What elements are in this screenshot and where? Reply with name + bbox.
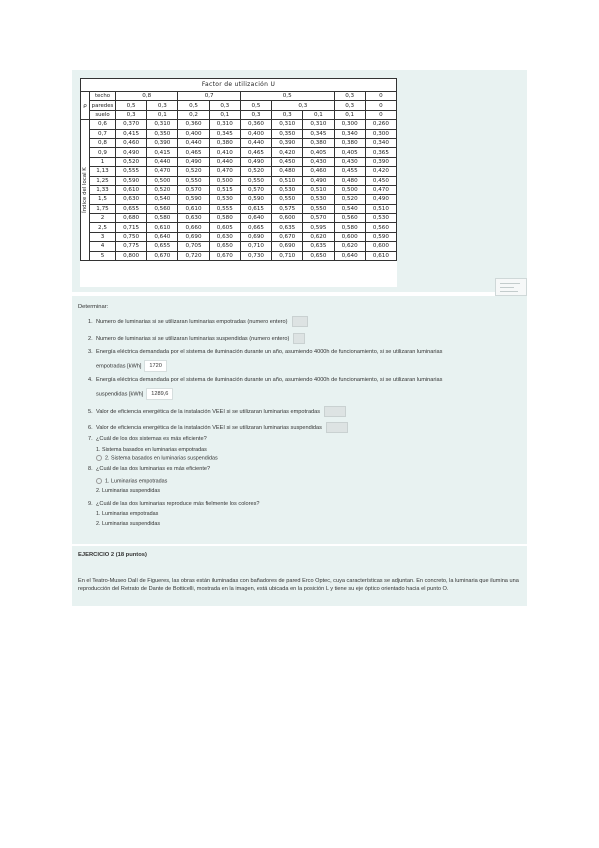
u-value-cell: 0,490 [240, 157, 271, 166]
question-number: 9. [88, 501, 93, 507]
u-value-cell: 0,345 [303, 129, 334, 138]
u-value-cell: 0,310 [209, 120, 240, 129]
u-value-cell: 0,540 [147, 195, 178, 204]
u-value-cell: 0,570 [303, 214, 334, 223]
suelo-value: 0,1 [209, 110, 240, 119]
techo-value: 0,3 [334, 92, 365, 101]
u-value-cell: 0,490 [303, 176, 334, 185]
u-value-cell: 0,660 [178, 223, 209, 232]
u-value-cell: 0,715 [116, 223, 147, 232]
option-label: 1. Sistema basados en luminarias empotradas [96, 447, 207, 453]
table-row [81, 223, 397, 232]
table-row [81, 242, 397, 251]
question-text: ¿Cuál de las dos luminarias reproduce más fielmente los colores? [96, 501, 260, 507]
u-value-cell: 0,340 [334, 129, 365, 138]
u-value-cell: 0,610 [147, 223, 178, 232]
u-value-cell: 0,310 [147, 120, 178, 129]
answer-input[interactable]: 1289,6 [146, 388, 173, 400]
u-value-cell: 0,440 [178, 138, 209, 147]
u-value-cell: 0,800 [116, 251, 147, 260]
paredes-value: 0,5 [116, 101, 147, 110]
u-value-cell: 0,470 [147, 167, 178, 176]
option-label: 2. Luminarias suspendidas [96, 521, 161, 527]
u-value-cell: 0,450 [365, 176, 396, 185]
question-text: Energía eléctrica demandada por el sistema de iluminación durante un año, asumiendo 4000h de funcionamiento, si se utilizaran luminarias [96, 377, 443, 383]
k-value: 3 [90, 232, 116, 241]
u-value-cell: 0,520 [240, 167, 271, 176]
k-value: 4 [90, 242, 116, 251]
u-value-cell: 0,555 [116, 167, 147, 176]
u-value-cell: 0,590 [365, 232, 396, 241]
exercise2-title: EJERCICIO 2 (18 puntos) [78, 552, 147, 558]
u-value-cell: 0,420 [365, 167, 396, 176]
table-row [81, 251, 397, 260]
question-text: Numero de luminarias si se utilizaran luminarias empotradas (numero entero) [96, 318, 288, 325]
u-value-cell: 0,550 [272, 195, 303, 204]
table-row [81, 157, 397, 166]
image-thumbnail[interactable] [495, 278, 527, 296]
u-value-cell: 0,605 [209, 223, 240, 232]
u-value-cell: 0,600 [334, 232, 365, 241]
u-value-cell: 0,360 [240, 120, 271, 129]
u-value-cell: 0,590 [116, 176, 147, 185]
u-value-cell: 0,520 [116, 157, 147, 166]
u-value-cell: 0,705 [178, 242, 209, 251]
suelo-value: 0,1 [147, 110, 178, 119]
row-label-suelo: suelo [90, 110, 116, 119]
u-value-cell: 0,300 [334, 120, 365, 129]
question-number: 4. [88, 377, 93, 383]
u-value-cell: 0,405 [334, 148, 365, 157]
u-value-cell: 0,580 [147, 214, 178, 223]
row-label-paredes: paredes [90, 101, 116, 110]
u-value-cell: 0,655 [116, 204, 147, 213]
question-1 [88, 316, 518, 327]
option-label: 1. Luminarias empotradas [96, 511, 159, 517]
paredes-value: 0,3 [209, 101, 240, 110]
u-value-cell: 0,260 [365, 120, 396, 129]
u-value-cell: 0,300 [365, 129, 396, 138]
k-value: 2,5 [90, 223, 116, 232]
u-value-cell: 0,500 [209, 176, 240, 185]
answer-option[interactable] [96, 488, 160, 495]
u-value-cell: 0,600 [272, 214, 303, 223]
suelo-value: 0,3 [272, 110, 303, 119]
u-value-cell: 0,560 [147, 204, 178, 213]
question-3 [88, 348, 518, 356]
table-row [81, 204, 397, 213]
u-value-cell: 0,465 [178, 148, 209, 157]
u-value-cell: 0,380 [334, 138, 365, 147]
questions-panel [72, 296, 527, 544]
techo-value: 0,8 [116, 92, 178, 101]
u-value-cell: 0,510 [365, 204, 396, 213]
u-value-cell: 0,550 [178, 176, 209, 185]
question-9 [88, 500, 518, 508]
u-value-cell: 0,440 [147, 157, 178, 166]
u-value-cell: 0,405 [303, 148, 334, 157]
u-value-cell: 0,620 [303, 232, 334, 241]
table-row [81, 195, 397, 204]
answer-option[interactable] [96, 478, 167, 485]
questions-title: Determinar: [78, 304, 109, 310]
u-value-cell: 0,350 [147, 129, 178, 138]
u-value-cell: 0,470 [365, 185, 396, 194]
u-value-cell: 0,640 [240, 214, 271, 223]
u-value-cell: 0,560 [365, 223, 396, 232]
exercise2-text: En el Teatro-Museo Dalí de Figueres, las obras están iluminadas con bañadores de pared Erco Optec, cuya características se adjuntan. En concreto, la luminaria que ilumina una reproducción del Retrato de Dante de Botticelli, mostrada en la imagen, está ubicada en la posición L y tiene su eje óptico orientado hacia el punto O. [78, 578, 519, 592]
k-value: 2 [90, 214, 116, 223]
techo-value: 0 [365, 92, 396, 101]
table-title: Factor de utilización U [81, 79, 397, 92]
answer-option[interactable] [96, 521, 160, 528]
question-text: Numero de luminarias si se utilizaran luminarias suspendidas (numero entero) [96, 335, 290, 342]
u-value-cell: 0,370 [116, 120, 147, 129]
u-value-cell: 0,430 [334, 157, 365, 166]
u-value-cell: 0,530 [209, 195, 240, 204]
u-value-cell: 0,650 [303, 251, 334, 260]
u-value-cell: 0,490 [178, 157, 209, 166]
u-value-cell: 0,750 [116, 232, 147, 241]
u-value-cell: 0,630 [178, 214, 209, 223]
u-value-cell: 0,500 [334, 185, 365, 194]
answer-input[interactable] [326, 422, 348, 433]
techo-value: 0,5 [240, 92, 334, 101]
u-value-cell: 0,510 [272, 176, 303, 185]
exercise2-panel [72, 546, 527, 606]
question-2 [88, 333, 518, 344]
u-value-cell: 0,310 [303, 120, 334, 129]
u-value-cell: 0,380 [303, 138, 334, 147]
question-7 [88, 435, 518, 443]
u-value-cell: 0,490 [116, 148, 147, 157]
u-value-cell: 0,500 [147, 176, 178, 185]
u-value-cell: 0,365 [365, 148, 396, 157]
k-value: 0,8 [90, 138, 116, 147]
table-row [81, 129, 397, 138]
u-value-cell: 0,455 [334, 167, 365, 176]
suelo-value: 0,3 [240, 110, 271, 119]
u-value-cell: 0,345 [209, 129, 240, 138]
u-value-cell: 0,630 [209, 232, 240, 241]
u-value-cell: 0,775 [116, 242, 147, 251]
u-value-cell: 0,480 [272, 167, 303, 176]
u-value-cell: 0,350 [272, 129, 303, 138]
u-value-cell: 0,640 [334, 251, 365, 260]
paredes-value: 0,5 [178, 101, 209, 110]
u-value-cell: 0,450 [272, 157, 303, 166]
u-value-cell: 0,390 [272, 138, 303, 147]
u-value-cell: 0,390 [365, 157, 396, 166]
u-value-cell: 0,310 [272, 120, 303, 129]
k-index-label: Índice del local K [82, 167, 88, 213]
u-value-cell: 0,340 [365, 138, 396, 147]
u-value-cell: 0,635 [272, 223, 303, 232]
u-value-cell: 0,710 [272, 251, 303, 260]
option-label: 2. Luminarias suspendidas [96, 488, 161, 494]
question-3-answer-line [88, 360, 526, 372]
answer-input[interactable] [293, 333, 305, 344]
paredes-value: 0,3 [334, 101, 365, 110]
question-text: ¿Cuál de los dos sistemas es más eficiente? [96, 436, 207, 442]
question-4-answer-line [88, 388, 526, 400]
u-value-cell: 0,670 [209, 251, 240, 260]
k-value: 5 [90, 251, 116, 260]
u-value-cell: 0,510 [303, 185, 334, 194]
u-value-cell: 0,400 [178, 129, 209, 138]
u-value-cell: 0,440 [240, 138, 271, 147]
u-value-cell: 0,540 [334, 204, 365, 213]
table-row [81, 167, 397, 176]
k-value: 1,5 [90, 195, 116, 204]
u-value-cell: 0,590 [240, 195, 271, 204]
question-text: Valor de eficiencia energética de la instalación VEEI si se utilizaran luminarias suspendidas [96, 424, 322, 431]
question-text: Energía eléctrica demandada por el sistema de iluminación durante un año, asumiendo 4000h de funcionamiento, si se utilizaran luminarias [96, 349, 443, 355]
u-value-cell: 0,670 [272, 232, 303, 241]
k-value: 1,75 [90, 204, 116, 213]
u-value-cell: 0,610 [116, 185, 147, 194]
u-value-cell: 0,720 [178, 251, 209, 260]
u-value-cell: 0,520 [178, 167, 209, 176]
answer-option[interactable] [96, 511, 158, 518]
question-4 [88, 376, 518, 384]
question-number: 1. [88, 318, 93, 325]
table-row [81, 120, 397, 129]
u-value-cell: 0,650 [209, 242, 240, 251]
u-value-cell: 0,490 [365, 195, 396, 204]
utilization-factor-table [80, 78, 397, 261]
question-number: 8. [88, 466, 93, 472]
u-value-cell: 0,590 [178, 195, 209, 204]
u-value-cell: 0,690 [240, 232, 271, 241]
u-value-cell: 0,530 [303, 195, 334, 204]
u-value-cell: 0,580 [209, 214, 240, 223]
answer-input[interactable]: 1720 [144, 360, 166, 372]
u-value-cell: 0,690 [272, 242, 303, 251]
u-value-cell: 0,690 [178, 232, 209, 241]
question-text-cont: suspendidas [kWh] [96, 391, 144, 398]
u-value-cell: 0,580 [334, 223, 365, 232]
u-value-cell: 0,520 [147, 185, 178, 194]
table-row [81, 214, 397, 223]
question-number: 2. [88, 335, 93, 342]
question-text: ¿Cuál de las dos luminarias es más eficiente? [96, 466, 211, 472]
u-value-cell: 0,555 [209, 204, 240, 213]
u-value-cell: 0,530 [365, 214, 396, 223]
paredes-value: 0 [365, 101, 396, 110]
suelo-value: 0,3 [116, 110, 147, 119]
question-text-cont: empotradas [kWh] [96, 363, 142, 370]
k-value: 0,9 [90, 148, 116, 157]
u-value-cell: 0,610 [178, 204, 209, 213]
u-value-cell: 0,430 [303, 157, 334, 166]
question-number: 3. [88, 349, 93, 355]
u-value-cell: 0,415 [116, 129, 147, 138]
u-value-cell: 0,380 [209, 138, 240, 147]
paredes-value: 0,3 [147, 101, 178, 110]
row-label-techo: techo [90, 92, 116, 101]
u-value-cell: 0,530 [272, 185, 303, 194]
k-value: 1,13 [90, 167, 116, 176]
u-value-cell: 0,595 [303, 223, 334, 232]
question-5 [88, 406, 518, 417]
suelo-value: 0,2 [178, 110, 209, 119]
suelo-value: 0 [365, 110, 396, 119]
u-value-cell: 0,600 [365, 242, 396, 251]
question-text: Valor de eficiencia energética de la instalación VEEI si se utilizaran luminarias empotradas [96, 408, 321, 415]
u-value-cell: 0,610 [365, 251, 396, 260]
question-number: 7. [88, 436, 93, 442]
paredes-value: 0,3 [272, 101, 334, 110]
u-value-cell: 0,635 [303, 242, 334, 251]
question-number: 6. [88, 424, 93, 431]
u-value-cell: 0,465 [240, 148, 271, 157]
u-value-cell: 0,630 [116, 195, 147, 204]
u-value-cell: 0,460 [303, 167, 334, 176]
option-label: 1. Luminarias empotradas [105, 478, 168, 485]
u-value-cell: 0,570 [240, 185, 271, 194]
u-value-cell: 0,710 [240, 242, 271, 251]
u-value-cell: 0,460 [116, 138, 147, 147]
table-row [81, 185, 397, 194]
u-value-cell: 0,470 [209, 167, 240, 176]
u-value-cell: 0,415 [147, 148, 178, 157]
u-value-cell: 0,400 [240, 129, 271, 138]
u-value-cell: 0,575 [272, 204, 303, 213]
u-value-cell: 0,665 [240, 223, 271, 232]
question-8 [88, 465, 518, 473]
table-panel [72, 70, 527, 292]
k-value: 0,7 [90, 129, 116, 138]
u-value-cell: 0,560 [334, 214, 365, 223]
table-row [81, 176, 397, 185]
u-value-cell: 0,680 [116, 214, 147, 223]
u-value-cell: 0,670 [147, 251, 178, 260]
k-value: 1,25 [90, 176, 116, 185]
table-row [81, 232, 397, 241]
u-value-cell: 0,570 [178, 185, 209, 194]
k-index-label-cell [81, 120, 90, 261]
answer-input[interactable] [292, 316, 308, 327]
suelo-value: 0,1 [334, 110, 365, 119]
table-row [81, 138, 397, 147]
utilization-table-image [80, 78, 397, 287]
u-value-cell: 0,520 [334, 195, 365, 204]
k-value: 0,6 [90, 120, 116, 129]
u-value-cell: 0,515 [209, 185, 240, 194]
k-value: 1,33 [90, 185, 116, 194]
u-value-cell: 0,620 [334, 242, 365, 251]
k-value: 1 [90, 157, 116, 166]
question-number: 5. [88, 408, 93, 415]
u-value-cell: 0,730 [240, 251, 271, 260]
u-value-cell: 0,420 [272, 148, 303, 157]
u-value-cell: 0,640 [147, 232, 178, 241]
u-value-cell: 0,360 [178, 120, 209, 129]
question-6 [88, 422, 518, 433]
radio-icon[interactable] [96, 478, 102, 484]
u-value-cell: 0,550 [303, 204, 334, 213]
suelo-value: 0,1 [303, 110, 334, 119]
u-value-cell: 0,615 [240, 204, 271, 213]
techo-value: 0,7 [178, 92, 240, 101]
u-value-cell: 0,550 [240, 176, 271, 185]
u-value-cell: 0,480 [334, 176, 365, 185]
u-value-cell: 0,440 [209, 157, 240, 166]
u-value-cell: 0,410 [209, 148, 240, 157]
option-label: 2. Sistema basados en luminarias suspendidas [105, 455, 218, 462]
radio-icon[interactable] [96, 455, 102, 461]
paredes-value: 0,5 [240, 101, 271, 110]
table-row [81, 148, 397, 157]
u-value-cell: 0,390 [147, 138, 178, 147]
rho-label: ρ [81, 92, 90, 120]
answer-option[interactable] [96, 455, 218, 462]
answer-input[interactable] [324, 406, 346, 417]
u-value-cell: 0,655 [147, 242, 178, 251]
answer-option[interactable] [96, 447, 207, 454]
